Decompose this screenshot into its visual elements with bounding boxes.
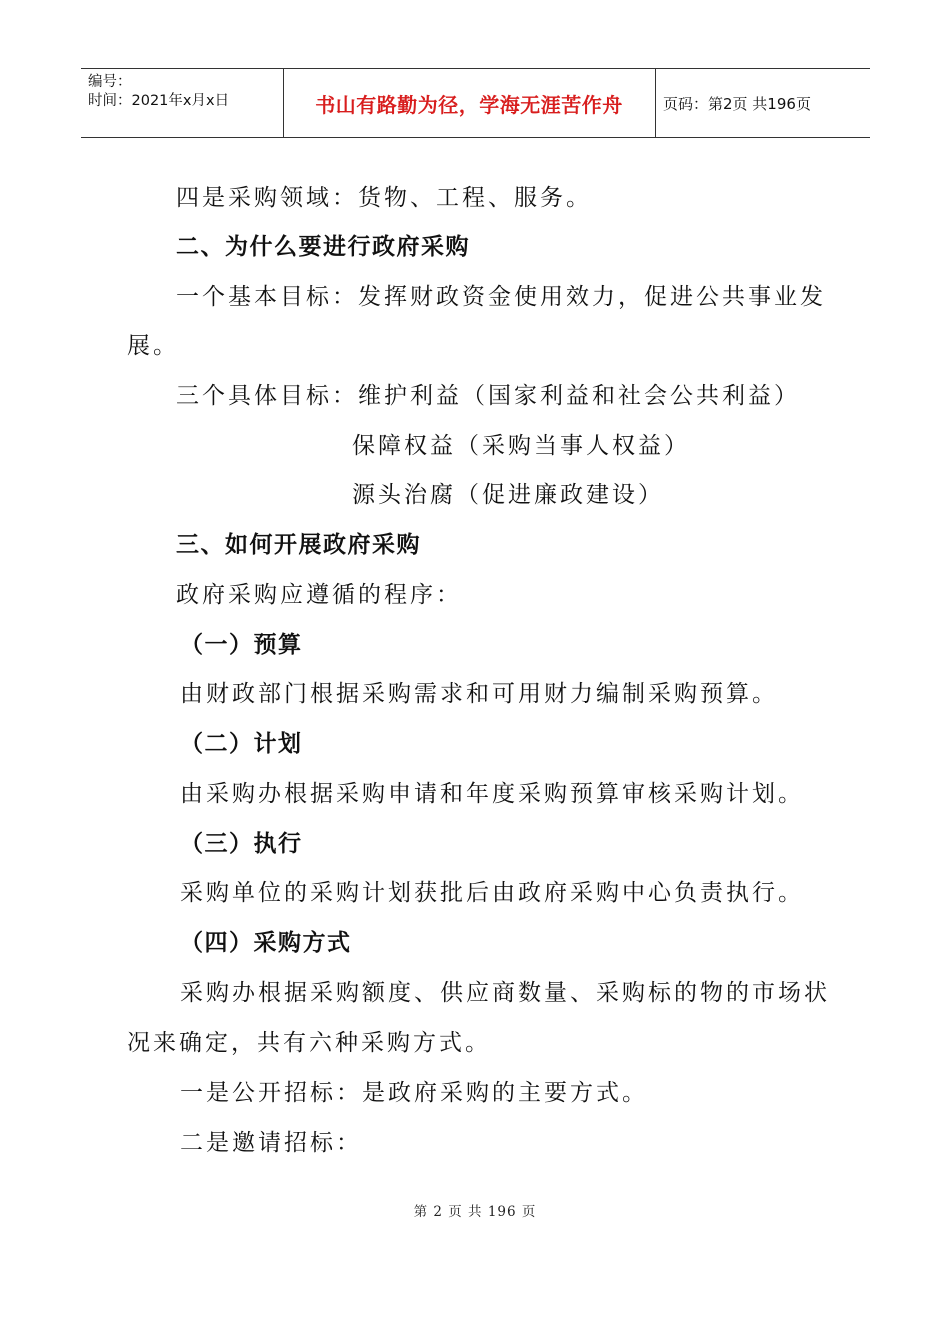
section-heading: 三、如何开展政府采购 — [176, 532, 421, 558]
date-label: 时间：2021年x月x日 — [88, 93, 230, 109]
subsection-heading: （一）预算 — [180, 632, 303, 658]
body-line: 政府采购应遵循的程序： — [176, 582, 462, 608]
page-footer: 第 2 页 共 196 页 — [413, 1204, 537, 1220]
header-motto: 书山有路勤为径，学海无涯苦作舟 — [315, 92, 623, 117]
body-line: 由财政部门根据采购需求和可用财力编制采购预算。 — [180, 681, 778, 707]
body-line: 四是采购领域：货物、工程、服务。 — [176, 185, 592, 211]
body-line: 由采购办根据采购申请和年度采购预算审核采购计划。 — [180, 781, 804, 807]
page-header — [81, 68, 870, 138]
subsection-heading: （四）采购方式 — [180, 930, 352, 956]
subsection-heading: （三）执行 — [180, 831, 303, 857]
body-line: 一是公开招标：是政府采购的主要方式。 — [180, 1080, 648, 1106]
body-line: 况来确定，共有六种采购方式。 — [127, 1030, 491, 1056]
body-line: 三个具体目标：维护利益（国家利益和社会公共利益） — [176, 383, 800, 409]
body-line: 一个基本目标：发挥财政资金使用效力，促进公共事业发 — [176, 284, 826, 310]
body-line: 采购单位的采购计划获批后由政府采购中心负责执行。 — [180, 880, 804, 906]
doc-number-label: 编号： — [88, 74, 132, 90]
header-page-info: 页码：第2页 共196页 — [663, 94, 811, 113]
body-line: 二是邀请招标： — [180, 1130, 362, 1156]
body-line: 保障权益（采购当事人权益） — [352, 433, 690, 459]
body-line: 展。 — [127, 333, 179, 359]
subsection-heading: （二）计划 — [180, 731, 303, 757]
header-divider — [655, 69, 656, 137]
body-line: 采购办根据采购额度、供应商数量、采购标的物的市场状 — [180, 980, 830, 1006]
header-meta — [88, 73, 229, 111]
section-heading: 二、为什么要进行政府采购 — [176, 234, 470, 260]
body-line: 源头治腐（促进廉政建设） — [352, 482, 664, 508]
